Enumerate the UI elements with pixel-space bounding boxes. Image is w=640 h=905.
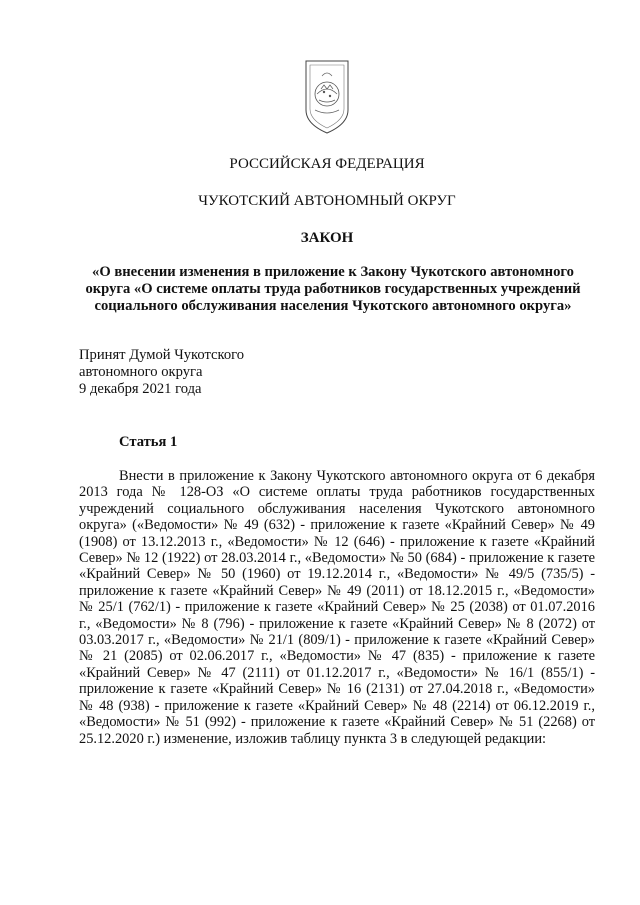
region-heading: ЧУКОТСКИЙ АВТОНОМНЫЙ ОКРУГ [198,193,456,209]
adoption-block [79,347,339,398]
adoption-date: 9 декабря 2021 года [79,381,202,397]
article-heading: Статья 1 [119,434,178,450]
adoption-line-2: автономного округа [79,364,203,380]
article-body: Внести в приложение к Закону Чукотского автономного округа от 6 декабря 2013 года № 128-ОЗ «О системе оплаты труда работников государственных учреждений социального обслуживания населения Чукотского автономного округа» («Ведомости» № 49 (632) - приложение к газете «Крайний Север» № 49 (1908) от 13.12.2013 г., «Ведомости» № 12 (646) - приложение к газете «Крайний Север» № 12 (1922) от 28.03.2014 г., «Ведомости» № 50 (684) - приложение к газете «Крайний Север» № 50 (1960) от 19.12.2014 г., «Ведомости» № 49/5 (735/5) - приложение к газете «Крайний Север» № 49 (2011) от 18.12.2015 г., «Ведомости» № 25/1 (762/1) - приложение к газете «Крайний Север» № 25 (2038) от 01.07.2016 г., «Ведомости» № 8 (796) - приложение к газете «Крайний Север» № 8 (2072) от 03.03.2017 г., «Ведомости» № 21/1 (809/1) - приложение к газете «Крайний Север» № 21 (2085) от 02.06.2017 г., «Ведомости» № 47 (835) - приложение к газете «Крайний Север» № 47 (2111) от 01.12.2017 г., «Ведомости» № 16/1 (855/1) - приложение к газете «Крайний Север» № 16 (2131) от 27.04.2018 г., «Ведомости» № 48 (938) - приложение к газете «Крайний Север» № 48 (2214) от 06.12.2019 г., «Ведомости» № 51 (992) - приложение к газете «Крайний Север» № 51 (2268) от 25.12.2020 г.) изменение, изложив таблицу пункта 3 в следующей редакции: [79,468,595,747]
law-title: «О внесении изменения в приложение к Закону Чукотского автономного округа «О системе оплаты труда работников государственных учреждений социального обслуживания населения Чукотского автономного округа» [85,264,581,314]
coat-of-arms-icon [302,58,352,136]
country-heading: РОССИЙСКАЯ ФЕДЕРАЦИЯ [229,156,425,172]
adoption-line-1: Принят Думой Чукотского [79,347,245,363]
document-type-heading: ЗАКОН [300,230,354,246]
